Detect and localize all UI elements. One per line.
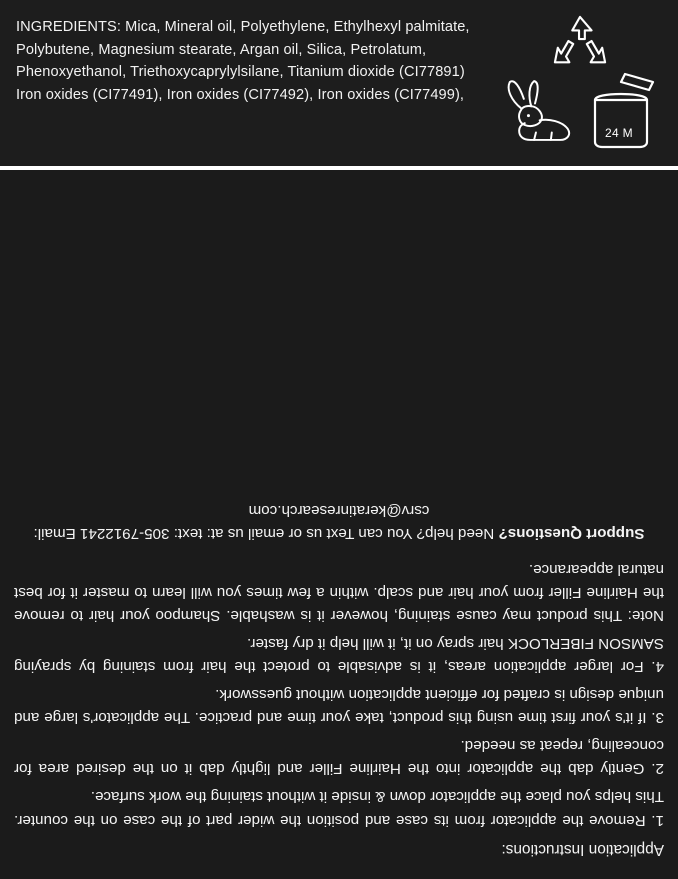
instruction-step: 4. For larger application areas, it is advisable to protect the hair from staining by spraying SAMSON FIBERLOCK hair spray on it, it will help it dry faster. [14,634,664,676]
support-block [14,498,664,544]
ingredients-text: INGREDIENTS: Mica, Mineral oil, Polyethylene, Ethylhexyl palmitate, Polybutene, Magnesium stearate, Argan oil, Silica, Petrolatum, Phenoxyethanol, Triethoxycaprylylsilane, Titanium dioxide (CI77891) Iron oxides (CI77491), Iron oxides (CI77492), Iron oxides (CI77499), [16,19,470,103]
support-details: Need help? You can Text us or email us at: text: 305-7912241 Email: csrv@keratinresearch.com [33,501,499,542]
icon-cluster [489,14,664,154]
pao-label: 24 M [605,126,633,140]
instruction-step: 1. Remove the applicator from its case and position the wider part of the case on the counter. This helps you place the applicator down & inside it without staining the work surface. [14,788,664,829]
support-heading: Support Questions? [498,524,645,542]
instructions-content [14,498,664,861]
instructions-note: Note: This product may cause staining, however it is washable. Shampoo your hair to remove the Hairline Filler from your hair and scalp. within a few times you will learn to master it for best natural appearance. [14,560,664,624]
instruction-step: 2. Gently dab the applicator into the Hairline Filler and lightly dab it on the desired area for concealing, repeat as needed. [14,737,664,778]
instructions-panel [0,170,678,879]
rabbit-icon [493,76,577,146]
ingredients-panel [0,0,678,170]
instructions-heading: Application Instructions: [501,841,664,858]
instruction-step: 3. If it's your first time using this product, take your time and practice. The applicator's large and unique design is crafted for efficient application without guesswork. [14,686,664,727]
recycle-icon [549,14,611,70]
